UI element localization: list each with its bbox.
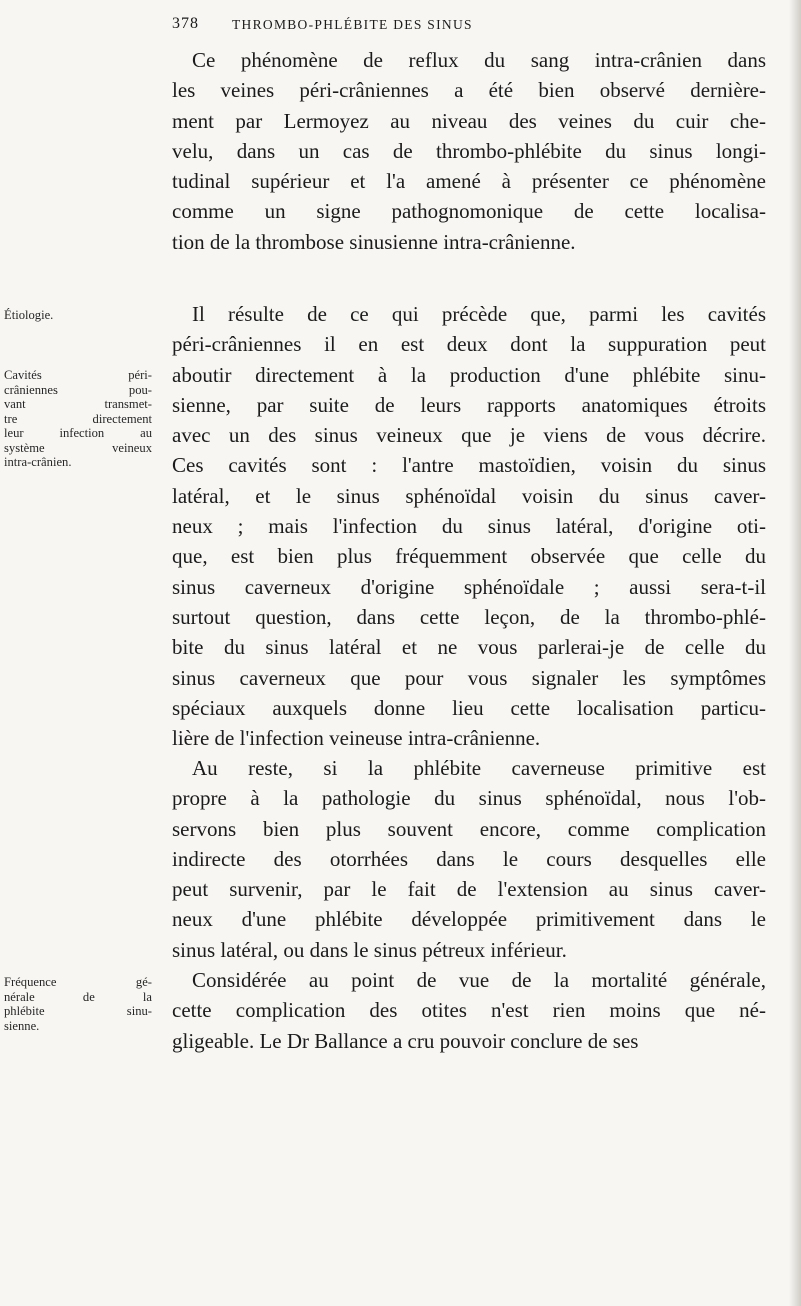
text-line: tudinal supérieur et l'a amené à présenter ce phénomène: [172, 169, 766, 194]
text-line: spéciaux auxquels donne lieu cette localisation particu-: [172, 695, 766, 720]
text-line: tion de la thrombose sinusienne intra-crânienne.: [172, 229, 576, 254]
text-line: cette complication des otites n'est rien moins que né-: [172, 998, 766, 1023]
text-line: péri-crâniennes il en est deux dont la suppuration peut: [172, 332, 766, 357]
margin-note-line: crâniennes pou-: [4, 382, 152, 397]
margin-note-frequence: [4, 975, 152, 1033]
paragraph-reflux: [172, 45, 766, 257]
text-line: bite du sinus latéral et ne vous parlerai-je de celle du: [172, 635, 766, 660]
margin-note-line: phlébite sinu-: [4, 1004, 152, 1018]
text-line: sinus caverneux que pour vous signaler les symptômes: [172, 665, 766, 690]
margin-note-line: intra-crânien.: [4, 455, 72, 469]
margin-note-line: Étiologie.: [4, 308, 54, 322]
margin-note-etiologie: [4, 308, 152, 323]
margin-note-cavites: [4, 368, 152, 470]
paragraph-frequence: [172, 965, 766, 1056]
text-line: sinus caverneux d'origine sphénoïdale ; aussi sera-t-il: [172, 574, 766, 599]
text-line: Ces cavités sont : l'antre mastoïdien, voisin du sinus: [172, 453, 766, 478]
text-line: que, est bien plus fréquemment observée que celle du: [172, 544, 766, 569]
text-line: gligeable. Le Dr Ballance a cru pouvoir conclure de ses: [172, 1028, 639, 1053]
text-line: ment par Lermoyez au niveau des veines du cuir che-: [172, 108, 766, 133]
text-line: latéral, et le sinus sphénoïdal voisin du sinus caver-: [172, 483, 766, 508]
page-edge-shadow: [789, 0, 801, 1306]
text-line: Considérée au point de vue de la mortalité générale,: [192, 968, 766, 992]
text-line: peut survenir, par le fait de l'extension au sinus caver-: [172, 877, 766, 902]
text-line: servons bien plus souvent encore, comme complication: [172, 816, 766, 841]
margin-note-line: système veineux: [4, 440, 152, 455]
margin-note-line: Fréquence gé-: [4, 975, 152, 989]
text-line: comme un signe pathognomonique de cette localisa-: [172, 199, 766, 224]
text-line: Il résulte de ce qui précède que, parmi les cavités: [192, 302, 766, 326]
text-line: lière de l'infection veineuse intra-crânienne.: [172, 726, 541, 751]
text-line: Ce phénomène de reflux du sang intra-crânien dans: [192, 48, 766, 72]
text-line: neux d'une phlébite développée primitivement dans le: [172, 907, 766, 932]
text-line: sienne, par suite de leurs rapports anatomiques étroits: [172, 392, 766, 417]
text-line: Au reste, si la phlébite caverneuse primitive est: [192, 756, 766, 780]
paragraph-etiology: [172, 299, 766, 753]
margin-note-line: sienne.: [4, 1018, 40, 1033]
margin-note-line: vant transmet-: [4, 397, 152, 411]
margin-note-line: leur infection au: [4, 426, 152, 440]
margin-note-line: Cavités péri-: [4, 368, 152, 382]
text-line: aboutir directement à la production d'une phlébite sinu-: [172, 362, 766, 387]
text-line: les veines péri-crâniennes a été bien observé dernière-: [172, 78, 766, 103]
text-line: indirecte des otorrhées dans le cours desquelles elle: [172, 846, 766, 871]
text-line: propre à la pathologie du sinus sphénoïdal, nous l'ob-: [172, 786, 766, 811]
text-line: sinus latéral, ou dans le sinus pétreux inférieur.: [172, 937, 567, 962]
text-line: velu, dans un cas de thrombo-phlébite du sinus longi-: [172, 138, 766, 163]
paragraph-caverneux: [172, 753, 766, 965]
text-line: surtout question, dans cette leçon, de la thrombo-phlé-: [172, 604, 766, 629]
margin-note-line: nérale de la: [4, 989, 152, 1004]
text-line: neux ; mais l'infection du sinus latéral, d'origine oti-: [172, 514, 766, 539]
running-title: THROMBO-PHLÉBITE DES SINUS: [232, 17, 473, 32]
page-number: 378: [172, 15, 199, 32]
text-line: avec un des sinus veineux que je viens de vous décrire.: [172, 423, 766, 448]
margin-note-line: tre directement: [4, 411, 152, 426]
